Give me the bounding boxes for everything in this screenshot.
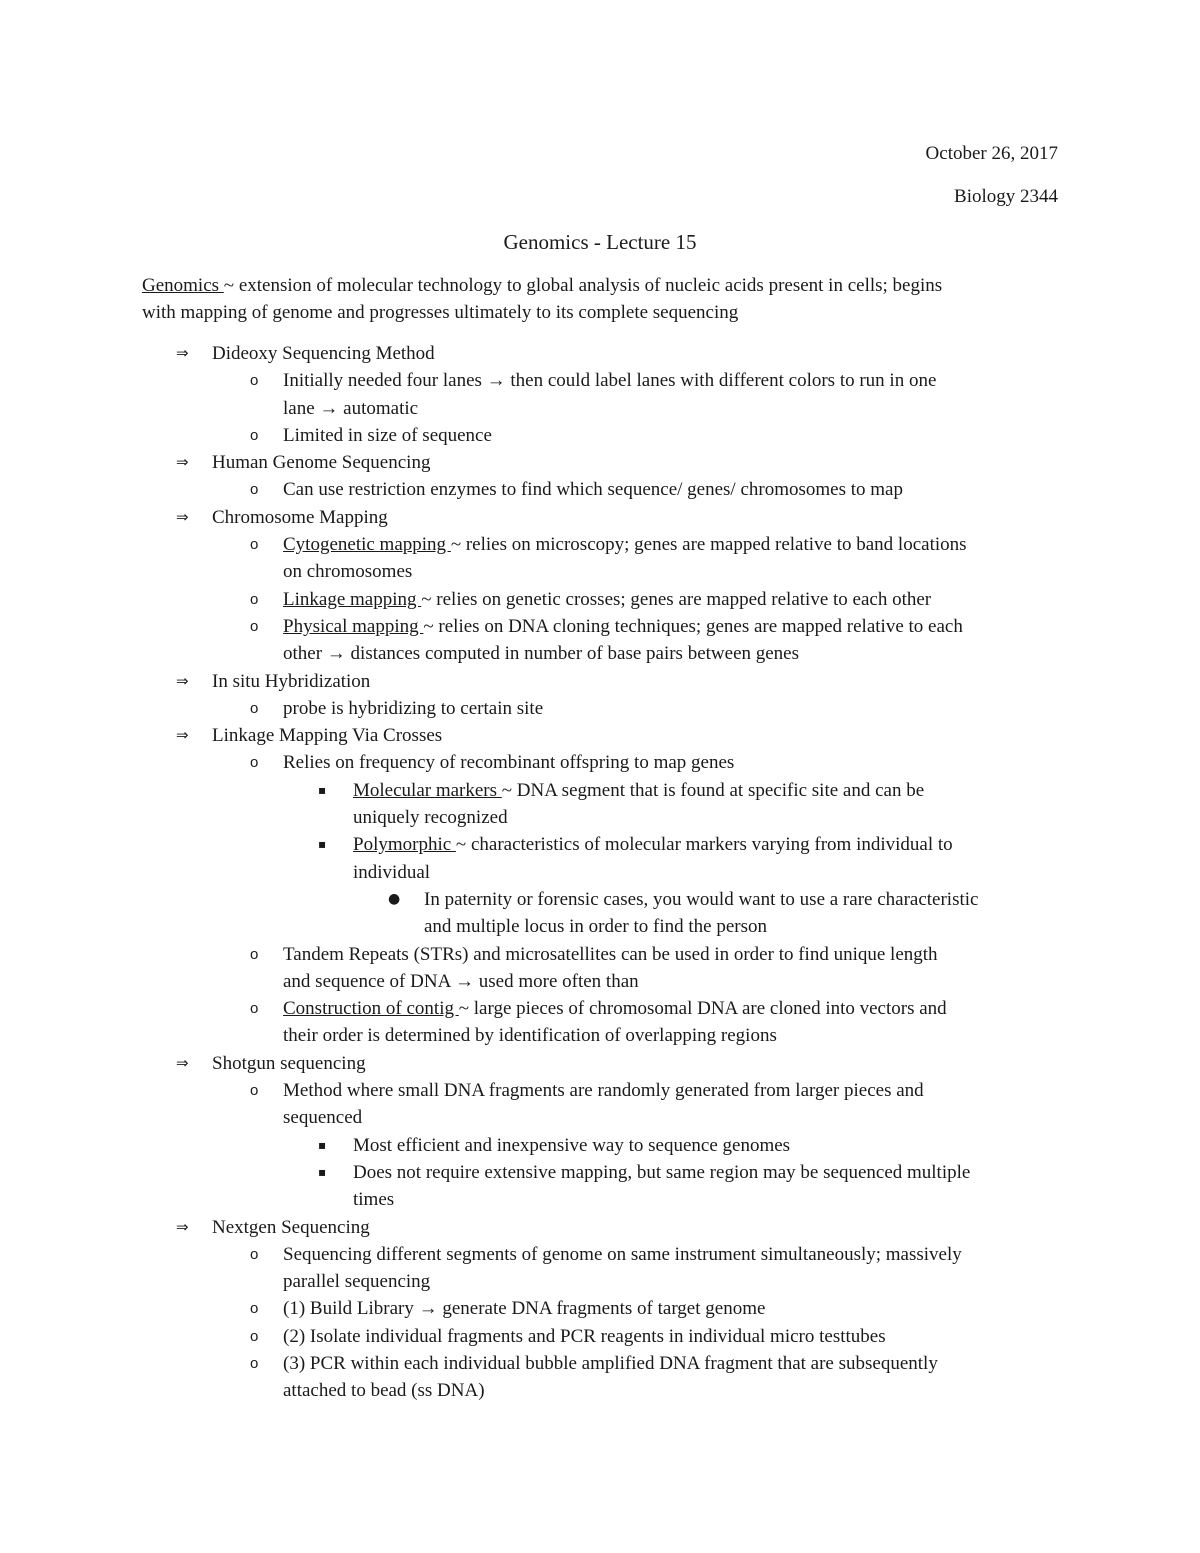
circle-bullet-icon: o bbox=[250, 1245, 259, 1263]
list-item: ▪ Does not require extensive mapping, but same region may be sequenced multiple bbox=[0, 1159, 1200, 1186]
page-title: Genomics - Lecture 15 bbox=[503, 230, 697, 254]
list-item: o Initially needed four lanes → then could label lanes with different colors to run in one bbox=[0, 367, 1200, 394]
list-item: o Construction of contig ~ large pieces of chromosomal DNA are cloned into vectors and bbox=[0, 995, 1200, 1022]
dot-bullet-icon: ● bbox=[388, 890, 401, 907]
list-item: o Limited in size of sequence bbox=[0, 422, 1200, 449]
section-heading: ⇒ Shotgun sequencing bbox=[0, 1050, 1200, 1077]
circle-bullet-icon: o bbox=[250, 1300, 259, 1318]
right-arrow-icon: → bbox=[455, 970, 475, 992]
square-bullet-icon: ▪ bbox=[318, 837, 327, 852]
section-heading: ⇒ Linkage Mapping Via Crosses bbox=[0, 722, 1200, 749]
arrow-bullet-icon: ⇒ bbox=[176, 1217, 189, 1236]
course-name: Biology 2344 bbox=[954, 186, 1058, 207]
outline bbox=[0, 340, 1200, 1405]
section-heading: ⇒ In situ Hybridization bbox=[0, 668, 1200, 695]
section-heading: ⇒ Nextgen Sequencing bbox=[0, 1214, 1200, 1241]
arrow-bullet-icon: ⇒ bbox=[176, 344, 189, 362]
genomics-definition bbox=[142, 272, 1062, 326]
list-item: o Sequencing different segments of genome on same instrument simultaneously; massively bbox=[0, 1241, 1200, 1268]
list-item: ▪ Polymorphic ~ characteristics of molecular markers varying from individual to bbox=[0, 831, 1200, 858]
list-item-cont: on chromosomes bbox=[283, 561, 413, 583]
section-heading: ⇒ Dideoxy Sequencing Method bbox=[0, 340, 1200, 367]
square-bullet-icon: ▪ bbox=[318, 782, 327, 797]
arrow-bullet-icon: ⇒ bbox=[176, 453, 189, 472]
list-item: o (2) Isolate individual fragments and PCR reagents in individual micro testtubes bbox=[0, 1323, 1200, 1350]
circle-bullet-icon: o bbox=[250, 372, 259, 390]
list-item: o Tandem Repeats (STRs) and microsatellites can be used in order to find unique length bbox=[0, 941, 1200, 968]
list-item-cont: attached to bead (ss DNA) bbox=[283, 1380, 485, 1402]
circle-bullet-icon: o bbox=[250, 945, 259, 963]
list-item-cont: uniquely recognized bbox=[353, 807, 508, 829]
right-arrow-icon: → bbox=[418, 1298, 438, 1320]
list-item-cont: and multiple locus in order to find the person bbox=[424, 916, 767, 938]
arrow-bullet-icon: ⇒ bbox=[176, 507, 189, 526]
circle-bullet-icon: o bbox=[250, 1327, 259, 1345]
circle-bullet-icon: o bbox=[250, 1000, 259, 1018]
list-item: o probe is hybridizing to certain site bbox=[0, 695, 1200, 722]
list-item: ▪ Most efficient and inexpensive way to sequence genomes bbox=[0, 1132, 1200, 1159]
square-bullet-icon: ▪ bbox=[318, 1164, 327, 1179]
right-arrow-icon: → bbox=[319, 397, 339, 419]
list-item: o Physical mapping ~ relies on DNA cloning techniques; genes are mapped relative to each bbox=[0, 613, 1200, 640]
arrow-bullet-icon: ⇒ bbox=[176, 726, 189, 745]
list-item: ● In paternity or forensic cases, you would want to use a rare characteristic bbox=[0, 886, 1200, 913]
date: October 26, 2017 bbox=[925, 143, 1058, 164]
circle-bullet-icon: o bbox=[250, 426, 259, 444]
circle-bullet-icon: o bbox=[250, 1354, 259, 1372]
arrow-bullet-icon: ⇒ bbox=[176, 671, 189, 690]
arrow-bullet-icon: ⇒ bbox=[176, 1053, 189, 1072]
list-item-cont: individual bbox=[353, 861, 431, 883]
circle-bullet-icon: o bbox=[250, 699, 259, 717]
list-item: o Linkage mapping ~ relies on genetic crosses; genes are mapped relative to each other bbox=[0, 586, 1200, 613]
right-arrow-icon: → bbox=[486, 370, 506, 392]
list-item-cont: and sequence of DNA → used more often than bbox=[283, 970, 639, 992]
circle-bullet-icon: o bbox=[250, 481, 259, 499]
circle-bullet-icon: o bbox=[250, 754, 259, 772]
section-heading: ⇒ Human Genome Sequencing bbox=[0, 449, 1200, 476]
circle-bullet-icon: o bbox=[250, 536, 259, 554]
right-arrow-icon: → bbox=[326, 643, 346, 665]
list-item: o (1) Build Library → generate DNA fragments of target genome bbox=[0, 1295, 1200, 1322]
definition-text-cont: with mapping of genome and progresses ultimately to its complete sequencing bbox=[142, 302, 739, 323]
list-item-cont: lane → automatic bbox=[283, 397, 419, 419]
list-item-cont: times bbox=[353, 1189, 395, 1211]
section-heading: ⇒ Chromosome Mapping bbox=[0, 504, 1200, 531]
definition-term: Genomics bbox=[142, 275, 224, 296]
circle-bullet-icon: o bbox=[250, 590, 259, 608]
circle-bullet-icon: o bbox=[250, 617, 259, 635]
list-item: o Cytogenetic mapping ~ relies on microscopy; genes are mapped relative to band locations bbox=[0, 531, 1200, 558]
square-bullet-icon: ▪ bbox=[318, 1137, 327, 1152]
list-item: ▪ Molecular markers ~ DNA segment that is found at specific site and can be bbox=[0, 777, 1200, 804]
list-item: o Can use restriction enzymes to find which sequence/ genes/ chromosomes to map bbox=[0, 476, 1200, 503]
list-item-cont: other → distances computed in number of base pairs between genes bbox=[283, 643, 800, 665]
list-item-cont: their order is determined by identification of overlapping regions bbox=[283, 1025, 777, 1047]
list-item: o Relies on frequency of recombinant offspring to map genes bbox=[0, 749, 1200, 776]
list-item: o (3) PCR within each individual bubble amplified DNA fragment that are subsequently bbox=[0, 1350, 1200, 1377]
list-item-cont: parallel sequencing bbox=[283, 1271, 431, 1293]
list-item-cont: sequenced bbox=[283, 1107, 363, 1129]
definition-text: ~ extension of molecular technology to global analysis of nucleic acids present in cells; begins bbox=[223, 275, 943, 296]
list-item: o Method where small DNA fragments are randomly generated from larger pieces and bbox=[0, 1077, 1200, 1104]
circle-bullet-icon: o bbox=[250, 1082, 259, 1100]
